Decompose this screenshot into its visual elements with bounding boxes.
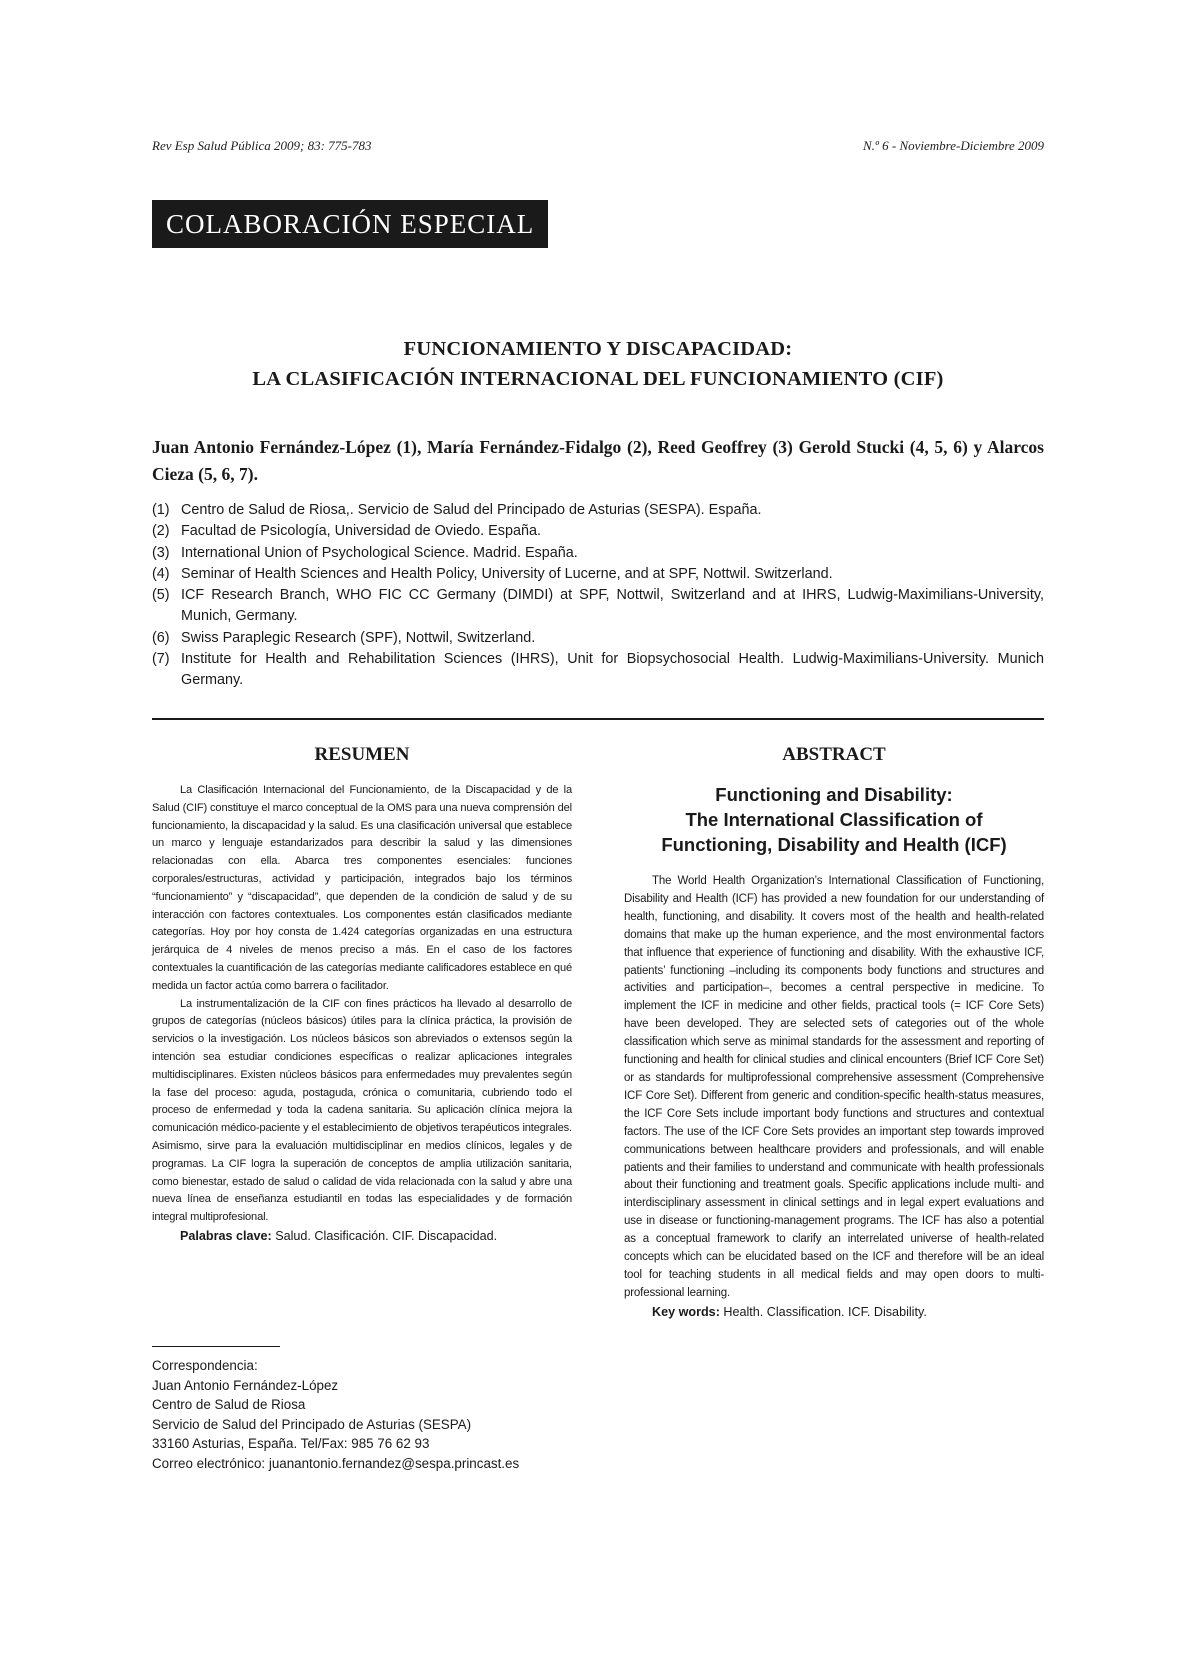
resumen-keywords-text: Salud. Clasificación. CIF. Discapacidad.	[275, 1228, 498, 1243]
author-list: Juan Antonio Fernández-López (1), María Fernández-Fidalgo (2), Reed Geoffrey (3) Gerold Stucki (4, 5, 6) y Alarcos Cieza (5, 6, 7).	[152, 437, 1044, 484]
issue-info: N.º 6 - Noviembre-Diciembre 2009	[862, 138, 1044, 153]
article-title	[152, 334, 1044, 394]
resumen-paragraph-1: La Clasificación Internacional del Funcionamiento, de la Discapacidad y de la Salud (CIF) constituye el marco conceptual de la OMS para una nueva comprensión del funcionamiento, la discapacidad y la salud. Es una clasificación universal que establece un marco y lenguaje estandarizados para describir la salud y las dimensiones relacionadas con ella. Abarca tres componentes esenciales: funciones corporales/estructuras, actividad y participación, integrados bajo los términos “funcionamiento” y “discapacidad”, que dependen de la condición de salud y de su interacción con factores contextuales. Los componentes están clasificados mediante categorías. Hoy por hoy consta de 1.424 categorías organizadas en una estructura jerárquica de 4 niveles de menos preciso a más. En el caso de los factores contextuales la cuantificación de las categorías mediante calificadores establece en qué medida un factor actúa como barrera o facilitador.	[152, 784, 572, 992]
abstract-keywords-text: Health. Classification. ICF. Disability.	[723, 1304, 927, 1319]
abstract-column	[624, 742, 1044, 1321]
affiliation-number: (2)	[152, 523, 170, 540]
affiliation-item	[152, 500, 1044, 521]
abstract-keywords	[624, 1303, 1044, 1321]
affiliation-text: International Union of Psychological Science. Madrid. España.	[181, 544, 578, 561]
affiliation-text: Centro de Salud de Riosa,. Servicio de Salud del Principado de Asturias (SESPA). España.	[181, 502, 762, 518]
affiliation-item	[152, 585, 1044, 628]
affiliation-text: Seminar of Health Sciences and Health Policy, University of Lucerne, and at SPF, Nottwil. Switzerland.	[181, 565, 833, 582]
correspondence-block	[152, 1356, 592, 1473]
resumen-keywords	[152, 1227, 572, 1245]
title-line-2: LA CLASIFICACIÓN INTERNACIONAL DEL FUNCIONAMIENTO (CIF)	[252, 368, 944, 390]
affiliation-text: Swiss Paraplegic Research (SPF), Nottwil, Switzerland.	[181, 629, 536, 646]
affiliation-text: Institute for Health and Rehabilitation Sciences (IHRS), Unit for Biopsychosocial Health. Ludwig-Maximilians-University. Munich Germany.	[181, 651, 1044, 689]
english-title	[624, 782, 1044, 857]
affiliation-item	[152, 564, 1044, 585]
correspondence-service: Servicio de Salud del Principado de Asturias (SESPA)	[152, 1416, 472, 1432]
resumen-keywords-label: Palabras clave:	[180, 1228, 272, 1243]
correspondence-place: Centro de Salud de Riosa	[152, 1397, 306, 1412]
affiliation-item	[152, 543, 1044, 564]
affiliation-item	[152, 521, 1044, 542]
resumen-paragraph-2: La instrumentalización de la CIF con fines prácticos ha llevado al desarrollo de grupos de categorías (núcleos básicos) útiles para la clínica práctica, la provisión de servicios o la investigación. Los núcleos básicos son abreviados o extensos según la intención sea estudiar condiciones específicas o realizar aplicaciones integrales multidisciplinares. Existen núcleos básicos para enfermedades muy prevalentes según la fase del proceso: aguda, postaguda, crónica o comunitaria, cubriendo todo el proceso de enfermedad y toda la cadena sanitaria. Su aplicación clínica mejora la comunicación médico-paciente y el establecimiento de objetivos terapéuticos integrales. Asimismo, sirve para la evaluación multidisciplinar en medios clínicos, legales y de programas. La CIF logra la superación de conceptos de amplia utilización sanitaria, como bienestar, estado de salud o calidad de vida relacionada con la salud y abre una nueva línea de enseñanza estudiantil en todas las especialidades y de formación integral multiprofesional.	[152, 997, 572, 1224]
title-line-1: FUNCIONAMIENTO Y DISCAPACIDAD:	[403, 338, 793, 360]
english-title-line-3: Functioning, Disability and Health (ICF)	[661, 834, 1007, 855]
english-title-line-2: The International Classification of	[685, 809, 983, 830]
abstract-paragraph: The World Health Organization’s International Classification of Functioning, Disability and Health (ICF) has provided a new foundation for our understanding of health, functioning, and disability. It covers most of the health and health-related domains that make up the human experience, and the most environmental factors that influence that experience of functioning and disability. With the exhaustive ICF, patients’ functioning –including its components body functions and structures and activities and participation–, becomes a central perspective in medicine. To implement the ICF in medicine and other fields, practical tools (= ICF Core Sets) have been developed. They are selected sets of categories out of the whole classification which serve as minimal standards for the assessment and reporting of functioning and health for clinical studies and clinical encounters (Brief ICF Core Set) or as standards for multiprofessional comprehensive assessment (Comprehensive ICF Core Set). Different from generic and condition-specific health-status measures, the ICF Core Sets include important body functions and structures and contextual factors. The use of the ICF Core Sets provides an important step towards improved communications between healthcare providers and professionals, and will enable patients and their families to understand and communicate with health professionals about their functioning and treatment goals. Specific applications include multi- and interdisciplinary assessment in clinical settings and in legal expert evaluations and use in disease or functioning-management programs. The ICF has also a potential as a conceptual framework to clarify an interrelated universe of health-related concepts which can be elucidated based on the ICF and therefore will be an ideal tool for teaching students in all medical fields and may open doors to multi-professional learning.	[624, 875, 1044, 1299]
resumen-heading: RESUMEN	[314, 744, 410, 765]
footnote-rule	[152, 1346, 280, 1347]
section-banner: COLABORACIÓN ESPECIAL	[152, 200, 548, 248]
correspondence-name: Juan Antonio Fernández-López	[152, 1377, 339, 1393]
resumen-column	[152, 742, 572, 1245]
affiliation-number: (1)	[152, 502, 170, 518]
affiliation-item	[152, 649, 1044, 692]
affiliation-number: (3)	[152, 544, 170, 561]
affiliation-text: Facultad de Psicología, Universidad de Oviedo. España.	[181, 523, 541, 540]
affiliation-number: (6)	[152, 629, 170, 646]
abstract-heading: ABSTRACT	[782, 744, 886, 765]
running-head	[152, 138, 1044, 154]
affiliation-item	[152, 628, 1044, 649]
correspondence-email: Correo electrónico: juanantonio.fernandez@sespa.princast.es	[152, 1455, 520, 1471]
affiliation-text: ICF Research Branch, WHO FIC CC Germany (DIMDI) at SPF, Nottwil, Switzerland and at IHRS, Ludwig-Maximilians-University, Munich, Germany.	[181, 587, 1044, 625]
affiliation-number: (4)	[152, 565, 170, 582]
section-divider	[152, 718, 1044, 720]
correspondence-label: Correspondencia:	[152, 1358, 258, 1373]
affiliation-number: (5)	[152, 587, 170, 604]
correspondence-address: 33160 Asturias, España. Tel/Fax: 985 76 62 93	[152, 1436, 430, 1451]
abstract-keywords-label: Key words:	[652, 1304, 720, 1319]
journal-citation: Rev Esp Salud Pública 2009; 83: 775-783	[152, 138, 372, 153]
english-title-line-1: Functioning and Disability:	[715, 784, 953, 805]
affiliation-list	[152, 500, 1044, 692]
affiliation-number: (7)	[152, 651, 170, 668]
